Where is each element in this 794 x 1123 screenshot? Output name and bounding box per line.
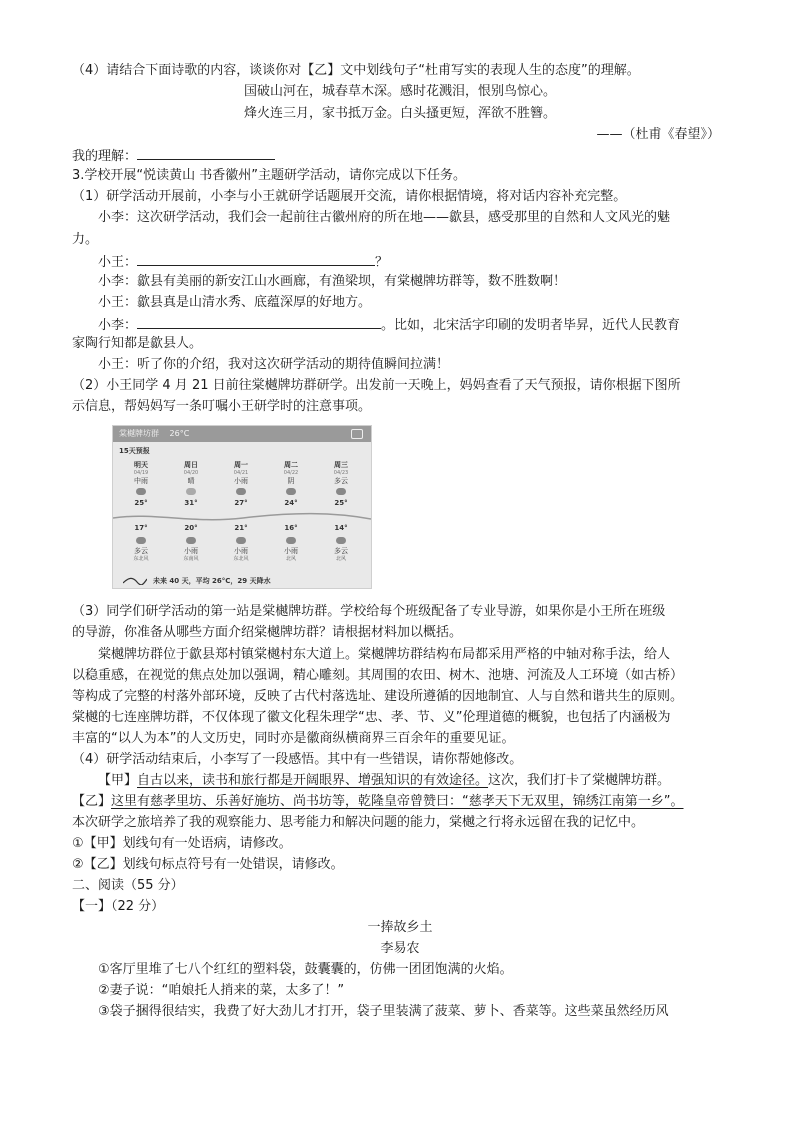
day-high: 25° bbox=[334, 499, 348, 507]
rain-icon bbox=[236, 488, 246, 495]
day-high: 31° bbox=[184, 499, 198, 507]
poem-source: ——（杜甫《春望》） bbox=[596, 127, 720, 142]
day-weather: 小雨 bbox=[234, 477, 248, 485]
dialogue-line-5-cont: 家陶行知都是歙县人。 bbox=[72, 336, 203, 351]
day-weather: 阴 bbox=[287, 477, 295, 485]
dialogue-line-3: 小李：歙县有美丽的新安江山水画廊，有渔梁坝，有棠樾牌坊群等，数不胜数啊！ bbox=[98, 274, 567, 289]
rain-icon bbox=[286, 537, 296, 544]
dialogue-line-2 bbox=[72, 251, 388, 273]
wind-direction: 东南风 bbox=[183, 556, 199, 562]
sun-icon bbox=[186, 488, 196, 495]
day-low: 21° bbox=[234, 524, 248, 532]
day-date: 04/21 bbox=[233, 470, 249, 476]
day-date: 04/23 bbox=[333, 470, 349, 476]
day-high: 24° bbox=[284, 499, 298, 507]
cloud-icon bbox=[136, 537, 146, 544]
day-name: 明天 bbox=[134, 461, 148, 469]
material-line-1: 棠樾牌坊群位于歙县郑村镇棠樾村东大道上。棠樾牌坊群结构布局都采用严格的中轴对称手法，给人 bbox=[98, 647, 671, 662]
jia-label: 【甲】 bbox=[98, 773, 138, 788]
wind-direction: 东北风 bbox=[133, 556, 149, 562]
speaker-xiaowang: 小王： bbox=[98, 255, 138, 270]
rain-icon bbox=[186, 537, 196, 544]
forecast-day bbox=[169, 460, 213, 562]
question-3-3-cont: 的导游，你准备从哪些方面介绍棠樾牌坊群？请根据材料加以概括。 bbox=[72, 625, 463, 640]
forecast-subtitle: 15天预报 bbox=[119, 447, 150, 455]
poem-line-1: 国破山河在，城春草木深。感时花溅泪，恨别鸟惊心。 bbox=[243, 84, 556, 99]
question-3-2-cont: 示信息，帮妈妈写一条叮嘱小王研学时的注意事项。 bbox=[72, 399, 372, 414]
sub-question-1: ①【甲】划线句有一处语病，请修改。 bbox=[72, 836, 292, 851]
wind-direction: 东北风 bbox=[233, 556, 249, 562]
forecast-day bbox=[319, 460, 363, 562]
weather-location: 棠樾牌坊群 bbox=[119, 429, 159, 438]
jia-rest: 这次，我们打卡了棠樾牌坊群。 bbox=[488, 773, 671, 788]
part-heading-1: 【一】（22 分） bbox=[72, 899, 165, 914]
section-heading-reading: 二、阅读（55 分） bbox=[72, 878, 184, 893]
essay-paragraph-2: ②妻子说：“咱娘托人捎来的菜，太多了！” bbox=[98, 983, 345, 998]
material-line-3: 等构成了完整的村落外部环境，反映了古代村落选址、建设所遵循的因地制宜、人与自然和谐共生的原则。 bbox=[72, 689, 684, 704]
cloud-icon bbox=[286, 488, 296, 495]
essay-author: 李易农 bbox=[380, 941, 420, 956]
weather-header bbox=[113, 426, 371, 442]
trend-wave-icon bbox=[123, 577, 147, 585]
cloud-icon bbox=[336, 537, 346, 544]
weather-footer bbox=[113, 574, 371, 588]
day-weather: 多云 bbox=[334, 477, 348, 485]
night-weather: 多云 bbox=[334, 547, 348, 555]
yi-underlined-sentence: 这里有慈孝里坊、乐善好施坊、尚书坊等，乾隆皇帝曾赞曰：“慈孝天下无双里，锦绣江南第一乡”。 bbox=[111, 794, 684, 809]
weather-footer-text: 未来 40 天，平均 26°C，29 天降水 bbox=[153, 577, 271, 585]
dialogue-line-5 bbox=[72, 314, 680, 336]
material-line-5: 丰富的“以人为本”的人文历史，同时亦是徽商纵横商界三百余年的重要见证。 bbox=[72, 731, 515, 746]
day-low: 14° bbox=[334, 524, 348, 532]
weather-current-temp: 26°C bbox=[169, 429, 190, 438]
my-understanding-label: 我的理解： bbox=[72, 149, 138, 164]
dialogue-line-6: 小王：听了你的介绍，我对这次研学活动的期待值瞬间拉满！ bbox=[98, 357, 450, 372]
forecast-day bbox=[269, 460, 313, 562]
dialogue-line-5-text: 。比如，北宋活字印刷的发明者毕昇，近代人民教育 bbox=[381, 318, 681, 333]
night-weather: 小雨 bbox=[184, 547, 198, 555]
day-name: 周日 bbox=[184, 461, 198, 469]
rain-icon bbox=[136, 488, 146, 495]
day-low: 16° bbox=[284, 524, 298, 532]
day-low: 20° bbox=[184, 524, 198, 532]
reflection-ending: 本次研学之旅培养了我的观察能力、思考能力和解决问题的能力，棠樾之行将永远留在我的记忆中。 bbox=[72, 815, 645, 830]
temperature-curve bbox=[113, 510, 371, 526]
weather-forecast-image bbox=[112, 425, 372, 589]
night-weather: 小雨 bbox=[284, 547, 298, 555]
sentence-yi bbox=[72, 792, 684, 812]
rain-icon bbox=[236, 537, 246, 544]
material-line-2: 以稳重感，在视觉的焦点处加以强调，精心雕刻。其周围的农田、树木、池塘、河流及人工环境（如古桥） bbox=[72, 668, 684, 683]
day-date: 04/19 bbox=[133, 470, 149, 476]
day-weather: 晴 bbox=[187, 477, 195, 485]
cloud-icon bbox=[336, 488, 346, 495]
day-name: 周三 bbox=[334, 461, 348, 469]
answer-blank[interactable] bbox=[137, 314, 381, 329]
question-4-prompt: （4）请结合下面诗歌的内容，谈谈你对【乙】文中划线句子“杜甫写实的表现人生的态度”的理解。 bbox=[72, 63, 640, 78]
dialogue-line-1: 小李：这次研学活动，我们会一起前往古徽州府的所在地——歙县，感受那里的自然和人文风光的魅 bbox=[98, 210, 671, 225]
speaker-xiaoli: 小李： bbox=[98, 318, 138, 333]
answer-blank[interactable] bbox=[137, 251, 375, 266]
essay-title: 一捧故乡土 bbox=[367, 920, 433, 935]
night-weather: 小雨 bbox=[234, 547, 248, 555]
dialogue-line-1-cont: 力。 bbox=[72, 232, 99, 247]
sentence-jia bbox=[72, 771, 670, 791]
forecast-day bbox=[119, 460, 163, 562]
poem-line-2: 烽火连三月，家书抵万金。白头搔更短，浑欲不胜簪。 bbox=[243, 106, 556, 121]
wind-direction: 北风 bbox=[335, 556, 346, 562]
jia-underlined-sentence: 自古以来，读书和旅行都是开阔眼界、增强知识的有效途径。 bbox=[137, 773, 489, 788]
question-3-title: 3.学校开展“悦读黄山 书香徽州”主题研学活动，请你完成以下任务。 bbox=[72, 168, 467, 183]
essay-paragraph-1: ①客厅里堆了七八个红红的塑料袋，鼓囊囊的，仿佛一团团饱满的火焰。 bbox=[98, 962, 513, 977]
answer-blank[interactable] bbox=[137, 145, 275, 160]
day-name: 周二 bbox=[284, 461, 298, 469]
day-high: 27° bbox=[234, 499, 248, 507]
day-date: 04/22 bbox=[283, 470, 299, 476]
material-line-4: 棠樾的七连座牌坊群，不仅体现了徽文化程朱理学“忠、孝、节、义”伦理道德的概貌，也包括了内涵极为 bbox=[72, 710, 671, 725]
day-name: 周一 bbox=[234, 461, 248, 469]
question-3-1: （1）研学活动开展前，小李与小王就研学话题展开交流，请你根据情境，将对话内容补充完整。 bbox=[72, 189, 627, 204]
forecast-day bbox=[219, 460, 263, 562]
day-date: 04/20 bbox=[183, 470, 199, 476]
yi-label: 【乙】 bbox=[72, 794, 112, 809]
sub-question-2: ②【乙】划线句标点符号有一处错误，请修改。 bbox=[72, 857, 344, 872]
question-3-3: （3）同学们研学活动的第一站是棠樾牌坊群。学校给每个班级配备了专业导游，如果你是小王所在班级 bbox=[72, 604, 666, 619]
question-3-2: （2）小王同学 4 月 21 日前往棠樾牌坊群研学。出发前一天晚上，妈妈查看了天气预报，请你根据下图所 bbox=[72, 378, 681, 393]
my-understanding-line bbox=[72, 145, 275, 167]
question-3-4: （4）研学活动结束后，小李写了一段感悟。其中有一些错误，请你帮她修改。 bbox=[72, 752, 523, 767]
question-mark: ？ bbox=[375, 255, 389, 270]
wind-direction: 北风 bbox=[285, 556, 296, 562]
share-icon bbox=[351, 429, 363, 439]
night-weather: 多云 bbox=[134, 547, 148, 555]
dialogue-line-4: 小王：歙县真是山清水秀、底蕴深厚的好地方。 bbox=[98, 295, 372, 310]
day-high: 25° bbox=[134, 499, 148, 507]
day-weather: 中雨 bbox=[134, 477, 148, 485]
day-low: 17° bbox=[134, 524, 148, 532]
essay-paragraph-3: ③袋子捆得很结实，我费了好大劲儿才打开，袋子里装满了菠菜、萝卜、香菜等。这些菜虽然经历风 bbox=[98, 1004, 669, 1019]
